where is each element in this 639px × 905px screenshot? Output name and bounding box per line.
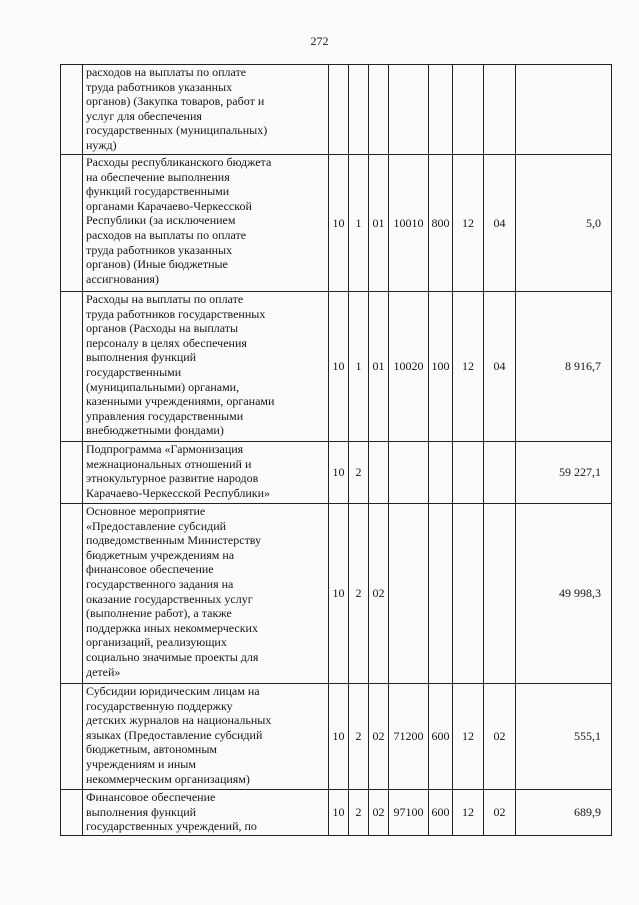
row-code-4: 71200 — [389, 684, 429, 790]
row-amount: 49 998,3 — [516, 504, 612, 684]
row-code-6: 12 — [453, 292, 484, 442]
row-code-1: 10 — [329, 292, 349, 442]
row-amount: 555,1 — [516, 684, 612, 790]
row-code-1: 10 — [329, 684, 349, 790]
row-code-6: 12 — [453, 155, 484, 292]
row-empty-cell — [61, 292, 83, 442]
row-code-4: 10010 — [389, 155, 429, 292]
row-empty-cell — [61, 442, 83, 504]
row-code-3 — [369, 442, 389, 504]
row-code-5: 100 — [429, 292, 453, 442]
table-row — [61, 504, 612, 684]
row-code-6 — [453, 65, 484, 155]
table-row — [61, 65, 612, 155]
row-code-1 — [329, 65, 349, 155]
row-code-5: 600 — [429, 684, 453, 790]
row-description: расходов на выплаты по оплате труда работников указанных органов) (Закупка товаров, работ и услуг для обеспечения государственных (муниципальных) нужд) — [83, 65, 329, 155]
row-code-4 — [389, 442, 429, 504]
row-code-5 — [429, 442, 453, 504]
row-code-2: 2 — [349, 790, 369, 836]
row-empty-cell — [61, 155, 83, 292]
row-code-3: 02 — [369, 790, 389, 836]
row-code-2: 2 — [349, 504, 369, 684]
row-code-4: 97100 — [389, 790, 429, 836]
row-amount: 689,9 — [516, 790, 612, 836]
row-code-3: 01 — [369, 292, 389, 442]
row-code-6 — [453, 504, 484, 684]
row-code-6 — [453, 442, 484, 504]
row-code-2: 1 — [349, 292, 369, 442]
row-code-7 — [484, 442, 516, 504]
row-code-3: 02 — [369, 504, 389, 684]
row-code-6: 12 — [453, 684, 484, 790]
row-amount — [516, 65, 612, 155]
row-empty-cell — [61, 504, 83, 684]
row-description: Расходы на выплаты по оплате труда работников государственных органов (Расходы на выплаты персоналу в целях обеспечения выполнения функций государственными (муниципальными) органами, казенными учреждениями, органами управления государственными внебюджетными фондами) — [83, 292, 329, 442]
row-empty-cell — [61, 65, 83, 155]
row-code-4 — [389, 504, 429, 684]
row-code-4: 10020 — [389, 292, 429, 442]
table-row — [61, 790, 612, 836]
row-code-3: 01 — [369, 155, 389, 292]
table-row — [61, 155, 612, 292]
row-code-2: 2 — [349, 442, 369, 504]
row-code-1: 10 — [329, 155, 349, 292]
row-code-7: 04 — [484, 155, 516, 292]
row-empty-cell — [61, 684, 83, 790]
row-code-6: 12 — [453, 790, 484, 836]
row-code-1: 10 — [329, 790, 349, 836]
row-amount: 8 916,7 — [516, 292, 612, 442]
row-empty-cell — [61, 790, 83, 836]
row-code-5 — [429, 504, 453, 684]
row-code-2 — [349, 65, 369, 155]
page-number: 272 — [310, 34, 329, 48]
row-code-3 — [369, 65, 389, 155]
row-code-5 — [429, 65, 453, 155]
row-description: Расходы республиканского бюджета на обеспечение выполнения функций государственными органами Карачаево-Черкесской Республики (за исключением расходов на выплаты по оплате труда работников указанных органов) (Иные бюджетные ассигнования) — [83, 155, 329, 292]
row-code-4 — [389, 65, 429, 155]
row-code-7: 02 — [484, 684, 516, 790]
row-description: Финансовое обеспечение выполнения функций государственных учреждений, по — [83, 790, 329, 836]
table-row — [61, 442, 612, 504]
row-code-7: 02 — [484, 790, 516, 836]
row-code-7 — [484, 65, 516, 155]
row-code-2: 2 — [349, 684, 369, 790]
table-row — [61, 684, 612, 790]
row-amount: 59 227,1 — [516, 442, 612, 504]
table-row — [61, 292, 612, 442]
row-amount: 5,0 — [516, 155, 612, 292]
row-code-1: 10 — [329, 504, 349, 684]
row-description: Субсидии юридическим лицам на государственную поддержку детских журналов на национальных языках (Предоставление субсидий бюджетным, автономным учреждениям и иным некоммерческим организациям) — [83, 684, 329, 790]
row-code-5: 600 — [429, 790, 453, 836]
row-description: Основное мероприятие «Предоставление субсидий подведомственным Министерству бюджетным учреждениям на финансовое обеспечение государственного задания на оказание государственных услуг (выполнение работ), а также поддержка иных некоммерческих организаций, реализующих социально значимые проекты для детей» — [83, 504, 329, 684]
row-code-2: 1 — [349, 155, 369, 292]
budget-table — [60, 64, 612, 836]
row-code-5: 800 — [429, 155, 453, 292]
row-code-3: 02 — [369, 684, 389, 790]
row-description: Подпрограмма «Гармонизация межнациональных отношений и этнокультурное развитие народов Карачаево-Черкесской Республики» — [83, 442, 329, 504]
row-code-1: 10 — [329, 442, 349, 504]
row-code-7: 04 — [484, 292, 516, 442]
row-code-7 — [484, 504, 516, 684]
